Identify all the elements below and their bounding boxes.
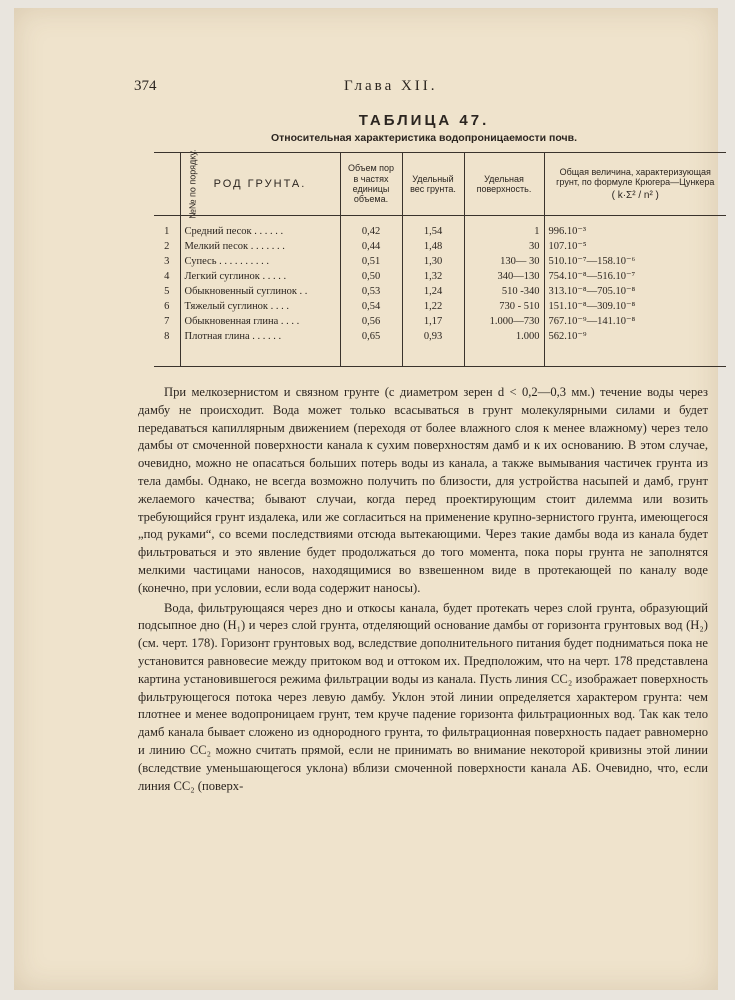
pore-volume: 0,56 (340, 314, 402, 329)
row-number: 6 (164, 301, 170, 312)
pore-volume: 0,65 (340, 329, 402, 344)
specific-surface: 1.000 (464, 329, 544, 344)
page-number: 374 (134, 78, 157, 94)
table-header-row (154, 153, 726, 216)
kruger-value: 996.10⁻³ (544, 224, 726, 239)
column-header-pore: Объем пор в частях единицы объема. (340, 153, 402, 216)
row-number: 7 (164, 316, 170, 327)
kruger-header-text: Общая величина, характеризующая грунт, по формуле Крюгера—Цункера (556, 166, 715, 188)
paragraph: Вода, фильтрующаяся через дно и откосы канала, будет протекать через слой грунта, образующий подсыпное дно (H₁) и через слой грунта, отделяющий основание дамбы от горизонта грунтовых вод (H₂) (см. черт. 178). Горизонт грунтовых вод, вследствие дополнительного питания будет подниматься пока не установится равновесие между притоком вод и оттоком их. Предположим, что на черт. 178 представлена картина установившегося режима фильтрации воды из канала. Пусть линия CC₂ изображает поверхность фильтрующегося потока через левую дамбу. Уклон этой линии определяется характером грунта: чем плотнее и менее водопроницаем грунт, тем круче падение горизонта фильтрационных вод. Так как тело дамб канала бывает сложено из однородного грунта, то фильтрационная поверхность падает равномерно и линию CC₂ можно считать прямой, если не принимать во внимание некоторой кривизны этой линии (вследствие уменьшающегося уклона) вблизи смоченной поверхности канала АБ. Очевидно, что, если линия CC₂ (поверх- (138, 600, 708, 793)
specific-surface: 30 (464, 239, 544, 254)
pore-volume: 0,50 (340, 269, 402, 284)
table-row (154, 254, 726, 269)
kruger-value: 754.10⁻⁸—516.10⁻⁷ (544, 269, 726, 284)
kruger-value: 562.10⁻⁹ (544, 329, 726, 344)
soil-name: Обыкновенная глина . . . . (180, 314, 340, 329)
table-title: ТАБЛИЦА 47. (358, 112, 490, 129)
row-number: 2 (164, 241, 170, 252)
pore-volume: 0,44 (340, 239, 402, 254)
row-number: 4 (164, 271, 170, 282)
table-row (154, 224, 726, 239)
specific-surface: 130— 30 (464, 254, 544, 269)
column-header-weight: Удельный вес грунта. (402, 153, 464, 216)
row-number: 5 (164, 286, 170, 297)
pore-volume: 0,51 (340, 254, 402, 269)
specific-weight: 1,17 (402, 314, 464, 329)
specific-surface: 1.000—730 (464, 314, 544, 329)
specific-surface: 340—130 (464, 269, 544, 284)
table-row (154, 239, 726, 254)
specific-weight: 1,54 (402, 224, 464, 239)
soil-name: Супесь . . . . . . . . . . (180, 254, 340, 269)
kruger-value: 313.10⁻⁸—705.10⁻⁸ (544, 284, 726, 299)
table-row (154, 269, 726, 284)
kruger-value: 107.10⁻⁵ (544, 239, 726, 254)
running-head (134, 78, 714, 100)
soil-name: Мелкий песок . . . . . . . (180, 239, 340, 254)
specific-surface: 1 (464, 224, 544, 239)
pore-volume: 0,53 (340, 284, 402, 299)
specific-weight: 1,24 (402, 284, 464, 299)
column-header-soil: РОД ГРУНТА. (180, 153, 340, 216)
pore-volume: 0,54 (340, 299, 402, 314)
specific-weight: 1,48 (402, 239, 464, 254)
table-row (154, 284, 726, 299)
specific-weight: 1,22 (402, 299, 464, 314)
body-text (138, 384, 708, 795)
row-number: 8 (164, 331, 170, 342)
specific-weight: 0,93 (402, 329, 464, 344)
column-header-num: №№ по порядку. (154, 153, 180, 216)
specific-weight: 1,32 (402, 269, 464, 284)
table-row (154, 314, 726, 329)
row-number: 3 (164, 256, 170, 267)
soil-name: Средний песок . . . . . . (180, 224, 340, 239)
kruger-formula: ( k·Σ² / n² ) (611, 189, 659, 201)
paragraph: При мелкозернистом и связном грунте (с диаметром зерен d < 0,2—0,3 мм.) течение воды через дамбу не происходит. Вода может только всасываться в грунт молекулярными силами и будет передаваться капиллярным движением (переходя от более влажного слоя к менее влажному) через тело дамбы от смоченной поверхности канала к сухим поверхностям дамб и к их основанию. В этом случае, очевидно, можно не опасаться больших потерь воды из канала, а также вымывания частичек грунта из тела дамбы. Однако, не всегда возможно получить по близости, для устройства насыпей и дамб, грунт желаемого качества; бывают случаи, когда перед проектирующим стоит дилемма или возить требующийся грунт издалека, или же согласиться на применение крупно-зернистого грунта, имеющегося „под руками“, со всеми последствиями отсюда вытекающими. Через такие дамбы вода из канала будет фильтроваться и это явление будет продолжаться до того момента, пока поры грунта не заполнятся мелкими частицами наносов, находящимися во взвешенном виде в протекающей по каналу воде (конечно, при условии, если вода содержит наносы). (138, 385, 708, 595)
pore-volume: 0,42 (340, 224, 402, 239)
table-row (154, 329, 726, 344)
soil-name: Тяжелый суглинок . . . . (180, 299, 340, 314)
kruger-value: 767.10⁻⁹—141.10⁻⁸ (544, 314, 726, 329)
kruger-value: 151.10⁻⁸—309.10⁻⁸ (544, 299, 726, 314)
specific-surface: 730 - 510 (464, 299, 544, 314)
book-page (14, 8, 718, 990)
soil-permeability-table (154, 149, 726, 367)
soil-name: Легкий суглинок . . . . . (180, 269, 340, 284)
chapter-title: Глава XII. (344, 78, 438, 94)
table-row (154, 299, 726, 314)
specific-weight: 1,30 (402, 254, 464, 269)
row-number: 1 (164, 226, 170, 237)
kruger-value: 510.10⁻⁷—158.10⁻⁶ (544, 254, 726, 269)
column-header-kruger (544, 153, 726, 216)
soil-name: Обыкновенный суглинок . . (180, 284, 340, 299)
table-subtitle: Относительная характеристика водопроницаемости почв. (270, 132, 578, 144)
specific-surface: 510 -340 (464, 284, 544, 299)
column-header-surface: Удельная поверхность. (464, 153, 544, 216)
soil-name: Плотная глина . . . . . . (180, 329, 340, 344)
